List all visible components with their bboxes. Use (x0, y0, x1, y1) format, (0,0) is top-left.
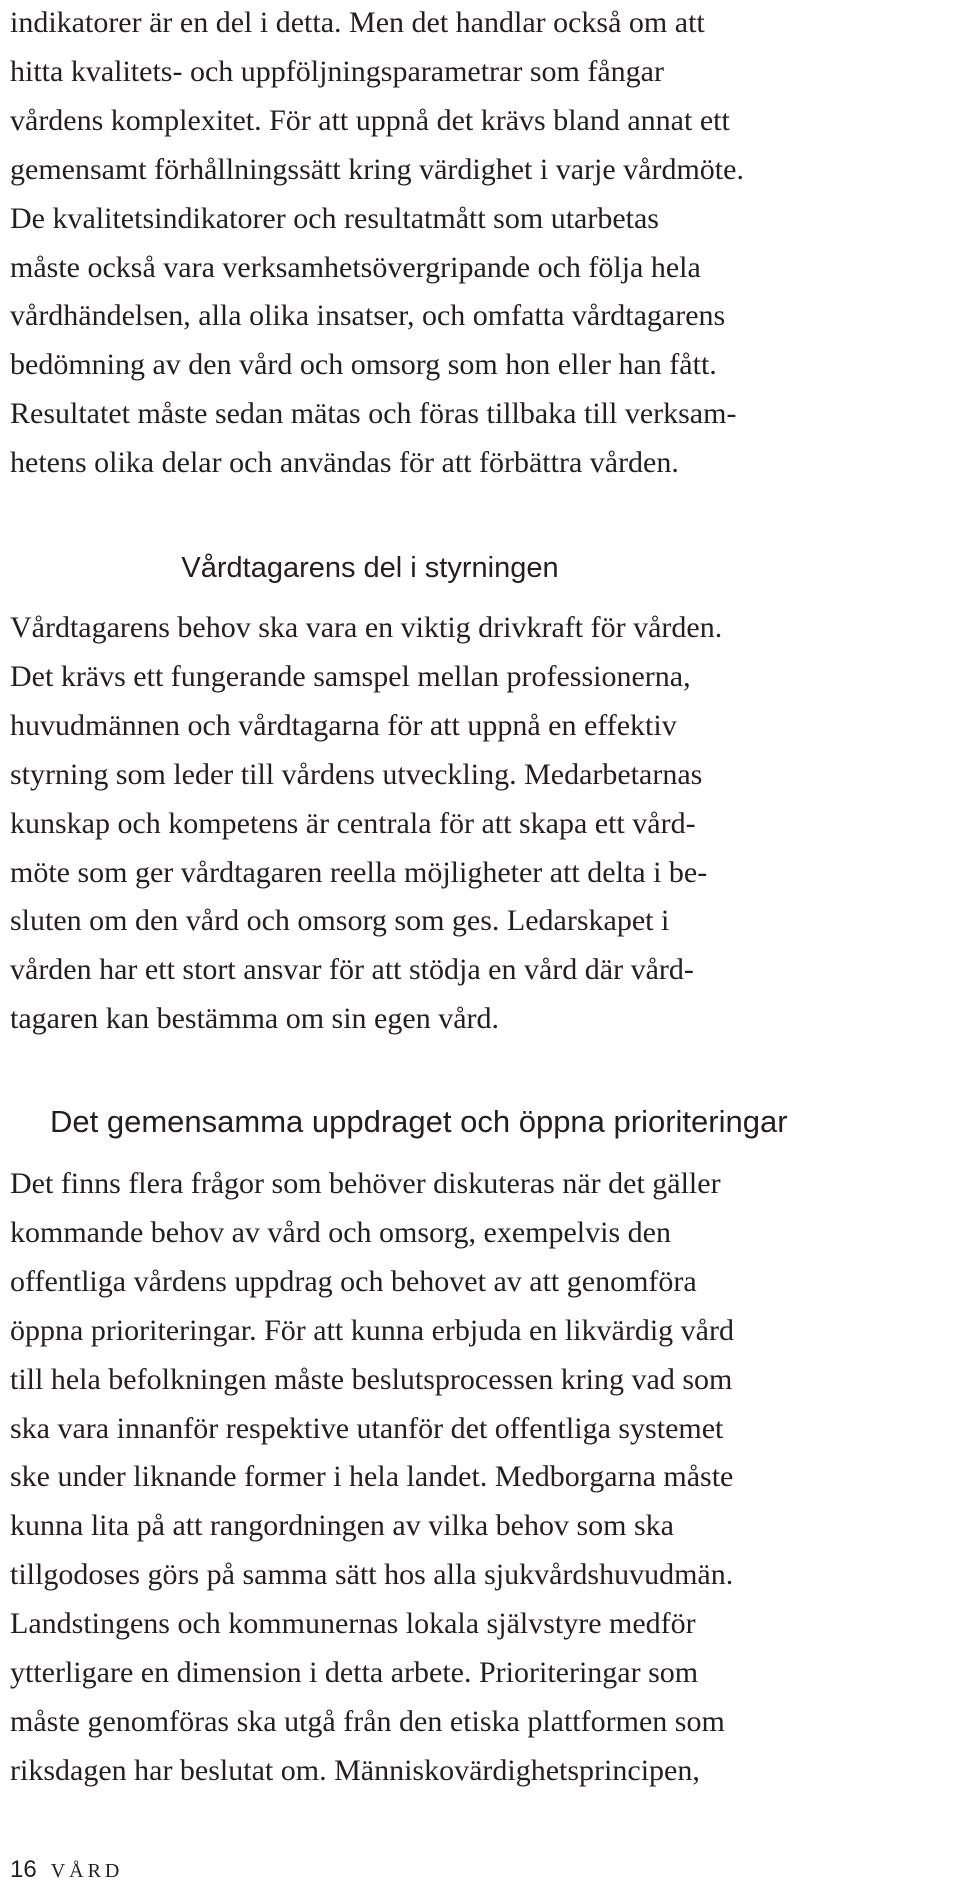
text-line: tillgodoses görs på samma sätt hos alla sjukvårdshuvudmän. (10, 1558, 734, 1592)
text-line: offentliga vårdens uppdrag och behovet av att genomföra (10, 1264, 697, 1298)
text-line: sluten om den vård och omsorg som ges. Ledarskapet i (10, 904, 670, 938)
running-head: VÅRD (50, 1860, 124, 1882)
text-line: möte som ger vårdtagaren reella möjligheter att delta i be- (10, 855, 708, 889)
text-line: vårdens komplexitet. För att uppnå det krävs bland annat ett (10, 103, 730, 137)
text-line: öppna prioriteringar. För att kunna erbjuda en likvärdig vård (10, 1313, 734, 1347)
paragraph-priorities (10, 1160, 734, 1796)
text-line: Vårdtagarens behov ska vara en viktig drivkraft för vården. (10, 611, 723, 644)
text-line: vården har ett stort ansvar för att stödja en vård där vård- (10, 953, 694, 987)
text-line: hetens olika delar och användas för att förbättra vården. (10, 446, 679, 480)
page-number: 16 (10, 1856, 37, 1883)
text-line: ytterligare en dimension i detta arbete. Prioriteringar som (10, 1656, 699, 1690)
text-line: huvudmännen och vårdtagarna för att uppnå en effektiv (10, 708, 677, 742)
text-line: måste genomföras ska utgå från den etiska plattformen som (10, 1704, 725, 1738)
text-line: till hela befolkningen måste beslutsprocessen kring vad som (10, 1362, 733, 1396)
subheading-care-recipient: Vårdtagarens del i styrningen (181, 552, 559, 584)
text-line: Det krävs ett fungerande samspel mellan professionerna, (10, 659, 691, 693)
text-line: kunskap och kompetens är centrala för att skapa ett vård- (10, 806, 696, 840)
text-line: indikatorer är en del i detta. Men det handlar också om att (10, 6, 705, 39)
text-line: ske under liknande former i hela landet. Medborgarna måste (10, 1460, 734, 1494)
text-line: bedömning av den vård och omsorg som hon eller han fått. (10, 348, 717, 382)
section-heading: Det gemensamma uppdraget och öppna prioriteringar (50, 1104, 788, 1139)
text-line: De kvalitetsindikatorer och resultatmått som utarbetas (10, 201, 659, 235)
paragraph-care-recipient (10, 604, 722, 1044)
text-line: kommande behov av vård och omsorg, exempelvis den (10, 1215, 671, 1249)
page-footer (10, 1856, 123, 1884)
text-line: ska vara innanför respektive utanför det offentliga systemet (10, 1411, 724, 1445)
text-line: kunna lita på att rangordningen av vilka behov som ska (10, 1509, 674, 1543)
text-line: Resultatet måste sedan mätas och föras tillbaka till verksam- (10, 397, 737, 431)
text-line: tagaren kan bestämma om sin egen vård. (10, 1002, 499, 1036)
text-line: styrning som leder till vårdens utveckling. Medarbetarnas (10, 757, 703, 791)
text-line: vårdhändelsen, alla olika insatser, och omfatta vårdtagarens (10, 299, 726, 333)
text-line: hitta kvalitets- och uppföljningsparametrar som fångar (10, 54, 664, 88)
text-line: gemensamt förhållningssätt kring värdighet i varje vårdmöte. (10, 152, 744, 186)
paragraph-quality-indicators (10, 0, 744, 488)
text-line: måste också vara verksamhetsövergripande och följa hela (10, 250, 701, 284)
text-line: Landstingens och kommunernas lokala självstyre medför (10, 1607, 696, 1641)
text-line: riksdagen har beslutat om. Människovärdighetsprincipen, (10, 1753, 700, 1787)
text-line: Det finns flera frågor som behöver diskuteras när det gäller (10, 1167, 721, 1200)
